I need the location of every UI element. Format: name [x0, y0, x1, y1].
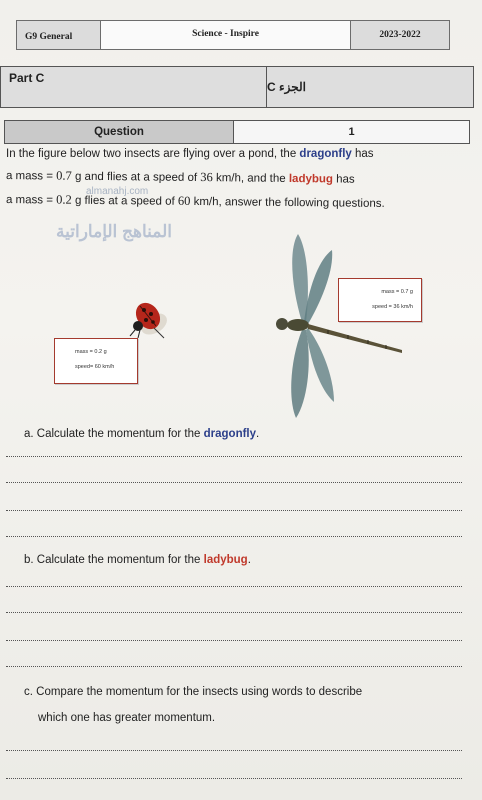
- intro-text: a mass =: [5, 170, 57, 183]
- dragonfly-speed-value: 36: [200, 170, 213, 185]
- intro-text: km/h, and the: [212, 172, 289, 185]
- task-b-text: b. Calculate the momentum for the: [24, 554, 204, 566]
- ladybug-mass-value: 0.2: [56, 192, 72, 207]
- task-c-line-1: c. Compare the momentum for the insects using words to describe: [24, 686, 363, 698]
- watermark-arabic: المناهج الإماراتية: [56, 222, 172, 241]
- intro-line-1: [6, 148, 374, 160]
- intro-text: g and flies at a speed of: [71, 170, 201, 185]
- year-label: 2023-2022: [350, 21, 449, 49]
- task-a-target: dragonfly: [203, 428, 257, 440]
- intro-text: has: [351, 148, 374, 160]
- answer-line-a1[interactable]: [6, 456, 462, 457]
- intro-text: g flies at a speed of: [71, 194, 178, 208]
- answer-line-b3[interactable]: [6, 640, 462, 641]
- intro-line-3: [6, 192, 385, 211]
- task-a: [24, 428, 259, 440]
- dragonfly-illustration: [268, 230, 408, 420]
- answer-line-c1[interactable]: [6, 750, 462, 751]
- dragonfly-mass-value: 0.7: [56, 168, 72, 183]
- answer-line-a3[interactable]: [6, 510, 462, 511]
- ladybug-speed-value: 60: [177, 193, 191, 208]
- task-c-line-2: which one has greater momentum.: [38, 712, 216, 724]
- grade-label: G9 General: [17, 21, 101, 49]
- dragonfly-info-box: [338, 278, 422, 322]
- dragonfly-word: dragonfly: [299, 148, 352, 160]
- header-band: [16, 20, 450, 50]
- intro-text: In the figure below two insects are flying over a pond, the: [6, 148, 300, 160]
- ladybug-info-box: [54, 338, 138, 384]
- intro-line-2: [6, 168, 355, 187]
- ladybug-speed-label: speed= 60 km/h: [75, 364, 115, 370]
- answer-line-b2[interactable]: [6, 612, 462, 613]
- task-b: [24, 554, 251, 566]
- dragonfly-mass-label: mass = 0.7 g: [381, 289, 413, 295]
- watermark-site: almanahj.com: [86, 186, 149, 197]
- intro-text: a mass =: [5, 194, 57, 207]
- answer-line-a2[interactable]: [6, 482, 462, 483]
- part-row: [0, 66, 474, 108]
- task-b-suffix: .: [247, 554, 251, 566]
- task-a-suffix: .: [256, 428, 260, 440]
- part-label-arabic: الجزء C: [267, 80, 307, 94]
- answer-line-a4[interactable]: [6, 536, 462, 537]
- question-number: 1: [234, 121, 469, 143]
- intro-text: km/h, answer the following questions.: [190, 195, 385, 210]
- ladybug-mass-label: mass = 0.2 g: [75, 349, 107, 355]
- question-label: Question: [5, 121, 234, 143]
- task-a-text: a. Calculate the momentum for the: [24, 428, 204, 440]
- dragonfly-speed-label: speed = 36 km/h: [372, 304, 413, 310]
- question-header: [4, 120, 470, 144]
- ladybug-word: ladybug: [288, 172, 334, 186]
- intro-text: has: [332, 173, 355, 186]
- subject-label: Science - Inspire: [192, 28, 259, 39]
- answer-line-c2[interactable]: [6, 778, 462, 779]
- answer-line-b1[interactable]: [6, 586, 462, 587]
- part-label: Part C: [1, 67, 267, 107]
- task-b-target: ladybug: [203, 554, 248, 566]
- answer-line-b4[interactable]: [6, 666, 462, 667]
